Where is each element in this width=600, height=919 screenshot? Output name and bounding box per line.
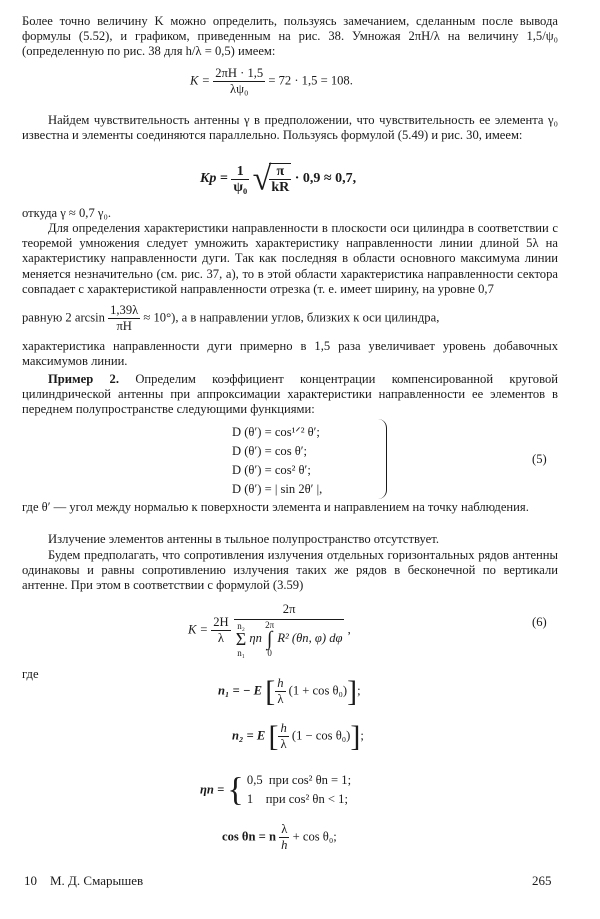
paragraph-8: Излучение элементов антенны в тыльное полупространство отсутствует. [48, 532, 439, 546]
eq6-sum-top: n₂ [237, 620, 245, 631]
eq10-rhs: + cos θ₀; [292, 829, 337, 844]
paragraph-2: Найдем чувствительность антенны γ в предположении, что чувствительность ее элемента γ₀ известна и элементы соединяются параллельно. Пользуясь формулой (5.49) и рис. 30, имеем: [22, 113, 558, 143]
arcsin-fraction [108, 303, 140, 334]
left-brace: { [227, 771, 244, 809]
eq1-lhs: K = [190, 73, 211, 88]
footer-author: М. Д. Смарышев [50, 873, 144, 888]
paragraph-4: Для определения характеристики направленности в плоскости оси цилиндра в соответствии с теоремой умножения следует умножить характеристику направленности линии длиной 5λ на характеристику направленности дуги. Так как последняя в области основного максимума линии меняется незначительно (см. рис. 37, а), то в этой области характеристика направленности сектора совпадает с характеристикой направленности отрезка (т. е. имеет ширину, на уровне 0,7 [22, 221, 558, 296]
eq2-lhs: Kp = [200, 171, 228, 187]
eq1-numerator: 2πH · 1,5 [215, 66, 264, 80]
arcsin-tail: ), а в направлении углов, близких к оси цилиндра, [171, 310, 440, 325]
sqrt-symbol: √ [252, 160, 272, 198]
eq9-lhs: ηn = [200, 782, 225, 797]
eq8-tail: ; [360, 728, 364, 743]
footer-sheet-number: 10 [24, 873, 37, 888]
eq10-lhs: cos θn = n [222, 829, 276, 844]
arcsin-denominator: πH [116, 319, 132, 333]
eq2-fraction-2 [269, 163, 291, 195]
eq6-int-bottom: 0 [267, 648, 272, 658]
page-number: 265 [532, 873, 552, 888]
eq8-rhs: (1 − cos θ₀) [291, 728, 351, 743]
arcsin-approx: ≈ 10° [143, 310, 172, 325]
eq8-lhs: n₂ = E [232, 728, 266, 743]
eq2-f2-numerator: π [269, 164, 291, 180]
eq5-number: (5) [532, 452, 547, 466]
paragraph-1: Более точно величину K можно определить, пользуясь замечанием, сделанным после вывода формулы (5.52), и графиком, приведенным на рис. 38. Умножая 2πH/λ на величину 1,5/ψ₀ (определенную по рис. 38 для h/λ = 0,5) имеем: [22, 14, 558, 59]
eq7-lhs: n₁ = − E [218, 683, 263, 698]
where-label: где [22, 667, 39, 681]
arcsin-text: равную 2 arcsin [22, 310, 105, 325]
equation-system-5 [232, 423, 322, 499]
eq6-f1-numerator: 2H [213, 614, 229, 629]
eq6-sum-bottom: n₁ [237, 647, 245, 658]
eq8-denominator: λ [280, 737, 287, 751]
eq6-eta: ηn [249, 630, 262, 645]
eq6-fraction-2 [234, 602, 345, 658]
eq5-line-3: D (θ′) = cos² θ′; [232, 463, 311, 477]
eq5-brace [378, 419, 387, 499]
eq2-rhs: · 0,9 ≈ 0,7, [294, 171, 357, 187]
eq2-f2-denominator: kR [271, 180, 290, 195]
eq1-denominator: λψ₀ [230, 82, 249, 96]
eq7-denominator: λ [277, 692, 284, 706]
left-bracket: [ [265, 674, 276, 708]
eq6-f1-denominator: λ [217, 630, 224, 645]
left-bracket: [ [268, 719, 279, 753]
paragraph-7: где θ′ — угол между нормалью к поверхности элемента и направлением на точку наблюдения. [22, 500, 529, 514]
eq8-numerator: h [280, 721, 287, 735]
eq2-f1-numerator: 1 [231, 164, 249, 180]
eq6-integral [265, 620, 274, 658]
eq9-case-2: 1 при cos² θn < 1; [246, 792, 348, 806]
eq8-fraction [278, 721, 288, 752]
sum-symbol: Σ [235, 628, 247, 649]
equation-n1 [218, 676, 361, 707]
eq6-comma: , [347, 622, 351, 637]
equation-kp [200, 160, 357, 198]
eq2-fraction-1 [231, 164, 249, 195]
eq9-case-1: 0,5 при cos² θn = 1; [246, 773, 352, 787]
eq7-tail: ; [357, 683, 361, 698]
equation-n2 [232, 721, 364, 752]
eq6-sum [236, 621, 246, 658]
eq6-denominator [234, 620, 345, 658]
eq6-fraction-1 [211, 615, 230, 646]
equation-eta [200, 771, 351, 809]
right-bracket: ] [350, 719, 361, 753]
eq6-f2-numerator: 2π [234, 602, 345, 620]
eq10-denominator: h [281, 838, 288, 852]
eq7-rhs: (1 + cos θ₀) [288, 683, 348, 698]
eq6-integrand: R² (θn, φ) dφ [277, 630, 343, 645]
arcsin-numerator: 1,39λ [110, 303, 139, 317]
paragraph-9: Будем предполагать, что сопротивления излучения отдельных горизонтальных рядов антенны одинаковы и равны сопротивлению излучения таких же рядов в бесконечной по вертикали антенне. При этом в соответствии с формулой (3.59) [22, 548, 558, 593]
paragraph-6 [22, 372, 558, 418]
arcsin-line [22, 303, 439, 334]
eq6-lhs: K = [188, 622, 209, 637]
equation-6 [188, 602, 351, 658]
eq7-fraction [275, 676, 285, 707]
paragraph-3: откуда γ ≈ 0,7 γ₀. [22, 206, 111, 220]
eq1-rhs: = 72 · 1,5 = 108. [268, 73, 353, 88]
paragraph-5: характеристика направленности дуги примерно в 1,5 раза увеличивает уровень добавочных максимумов линии. [22, 339, 558, 369]
equation-k-estimate [190, 66, 353, 97]
integral-symbol: ∫ [266, 628, 273, 650]
eq10-numerator: λ [279, 822, 289, 838]
equation-cos-theta [222, 822, 337, 853]
eq2-f1-denominator: ψ₀ [233, 179, 248, 195]
example-2-heading: Пример 2. [48, 372, 119, 386]
eq7-numerator: h [277, 676, 284, 690]
eq5-line-2: D (θ′) = cos θ′; [232, 444, 308, 458]
example-2-text: Определим коэффициент концентрации компенсированной круговой цилиндрической антенны при аппроксимации характеристики направленности ее элементов в переднем полупространстве следующими функциями: [22, 372, 558, 417]
eq6-int-top: 2π [265, 620, 275, 630]
eq1-fraction [213, 66, 265, 97]
right-bracket: ] [347, 674, 358, 708]
eq5-line-4: D (θ′) = | sin 2θ′ |, [232, 482, 323, 496]
eq10-fraction [279, 822, 289, 853]
eq9-cases [247, 771, 351, 809]
eq6-number: (6) [532, 615, 547, 629]
eq5-line-1: D (θ′) = cos¹ᐟ² θ′; [232, 425, 320, 439]
